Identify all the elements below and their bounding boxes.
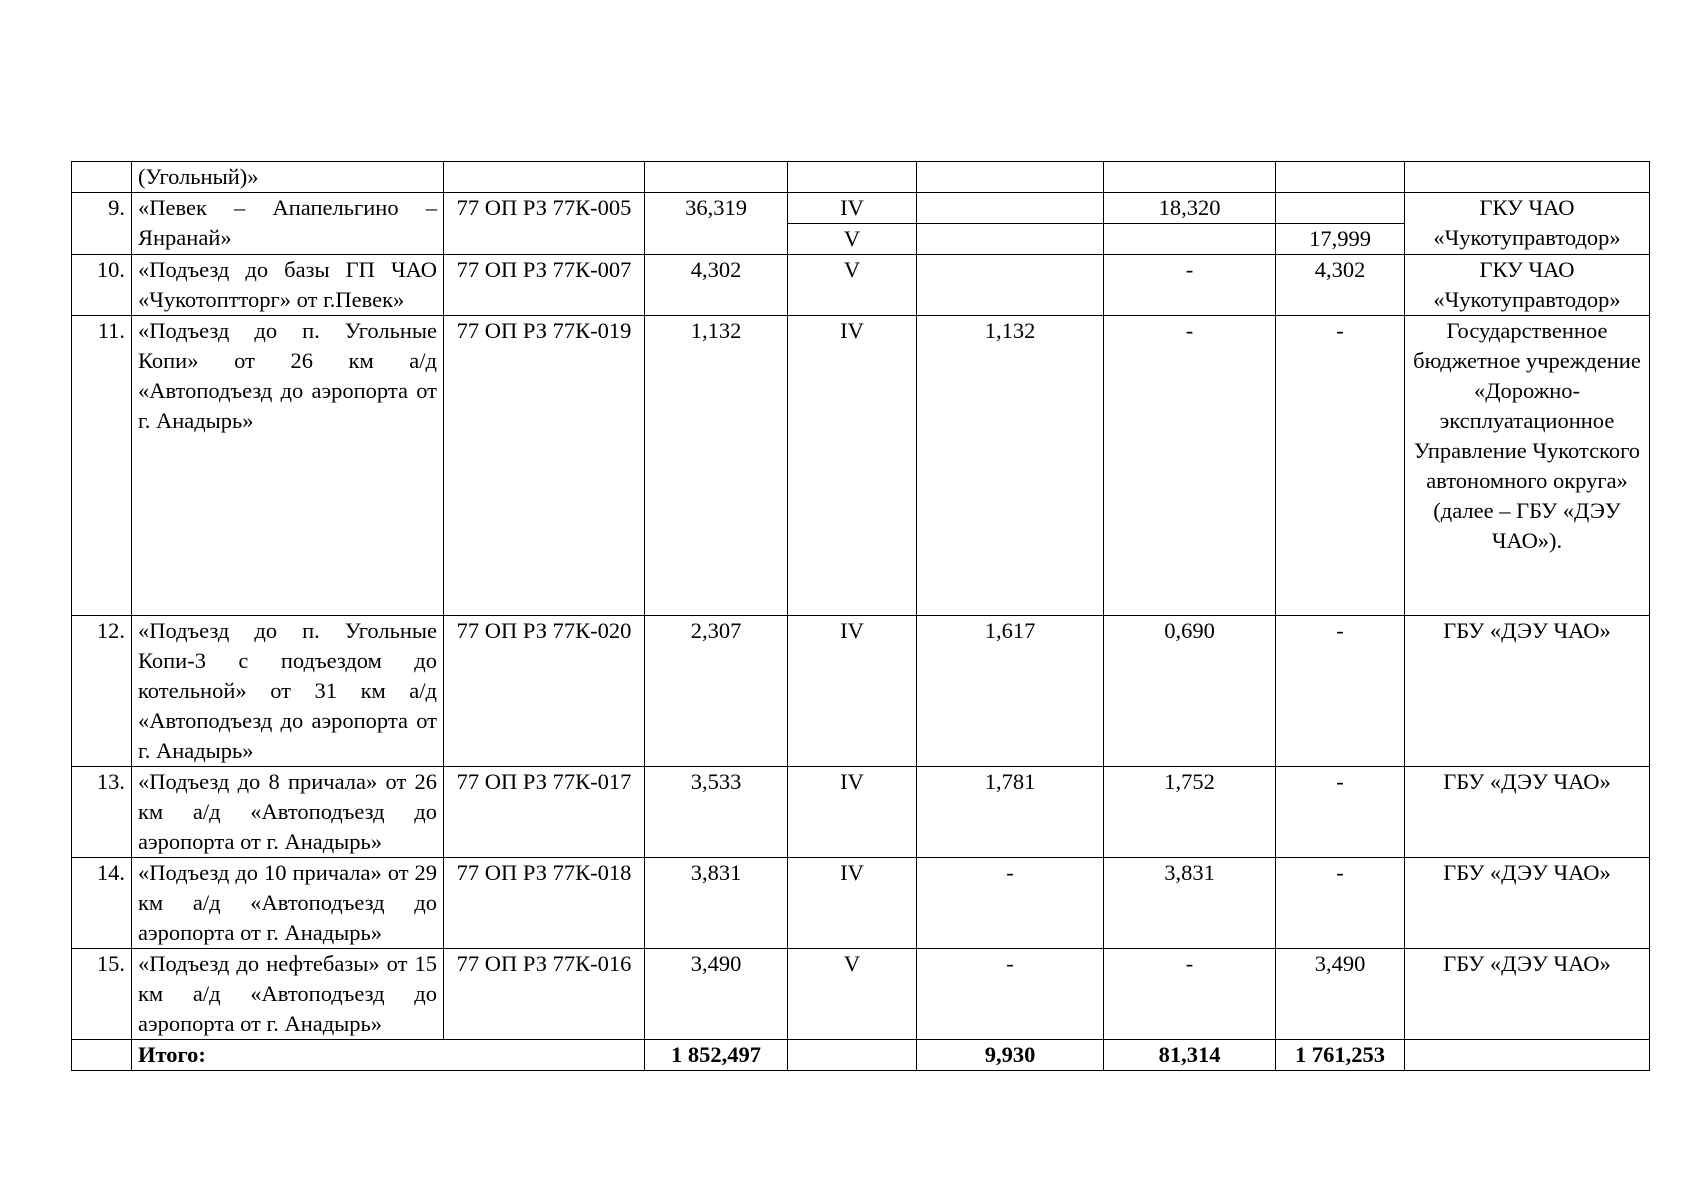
total-row bbox=[72, 1040, 1650, 1071]
total-asphalt: 9,930 bbox=[917, 1040, 1104, 1071]
row-number: 10. bbox=[72, 255, 132, 316]
road-category bbox=[788, 162, 917, 193]
transition-length: - bbox=[1104, 316, 1276, 616]
organization: Государственное бюджетное учреждение «Дорожно-эксплуатационное Управление Чукотского автономного округа» (далее – ГБУ «ДЭУ ЧАО»). bbox=[1405, 316, 1650, 616]
road-length: 36,319 bbox=[645, 193, 788, 255]
transition-length: 1,752 bbox=[1104, 767, 1276, 858]
total-category bbox=[788, 1040, 917, 1071]
roads-table bbox=[71, 161, 1650, 1071]
lower-length: 4,302 bbox=[1276, 255, 1405, 316]
table-row bbox=[72, 858, 1650, 949]
road-length: 2,307 bbox=[645, 616, 788, 767]
lower-length: - bbox=[1276, 316, 1405, 616]
road-name: «Подъезд до 10 причала» от 29 км а/д «Автоподъезд до аэропорта от г. Анадырь» bbox=[132, 858, 444, 949]
road-category: IV bbox=[788, 193, 917, 224]
road-name: «Подъезд до п. Угольные Копи-3 с подъездом до котельной» от 31 км а/д «Автоподъезд до аэропорта от г. Анадырь» bbox=[132, 616, 444, 767]
row-number: 9. bbox=[72, 193, 132, 255]
road-category: IV bbox=[788, 316, 917, 616]
total-label: Итого: bbox=[132, 1040, 645, 1071]
table-row bbox=[72, 949, 1650, 1040]
table-row bbox=[72, 255, 1650, 316]
table-row bbox=[72, 767, 1650, 858]
row-number: 14. bbox=[72, 858, 132, 949]
organization: ГКУ ЧАО «Чукотуправтодор» bbox=[1405, 255, 1650, 316]
transition-length bbox=[1104, 224, 1276, 255]
road-category: IV bbox=[788, 858, 917, 949]
road-category: IV bbox=[788, 616, 917, 767]
asphalt-length: - bbox=[917, 858, 1104, 949]
lower-length bbox=[1276, 162, 1405, 193]
road-name: «Подъезд до 8 причала» от 26 км а/д «Автоподъезд до аэропорта от г. Анадырь» bbox=[132, 767, 444, 858]
road-name: «Певек – Апапельгино – Янранай» bbox=[132, 193, 444, 255]
transition-length: - bbox=[1104, 949, 1276, 1040]
row-number: 15. bbox=[72, 949, 132, 1040]
row-number: 11. bbox=[72, 316, 132, 616]
road-category: V bbox=[788, 949, 917, 1040]
road-length: 3,831 bbox=[645, 858, 788, 949]
transition-length bbox=[1104, 162, 1276, 193]
organization: ГБУ «ДЭУ ЧАО» bbox=[1405, 767, 1650, 858]
table-row bbox=[72, 162, 1650, 193]
row-number: 13. bbox=[72, 767, 132, 858]
organization: ГБУ «ДЭУ ЧАО» bbox=[1405, 858, 1650, 949]
transition-length: 18,320 bbox=[1104, 193, 1276, 224]
road-id: 77 ОП РЗ 77К-005 bbox=[444, 193, 645, 255]
transition-length: 3,831 bbox=[1104, 858, 1276, 949]
organization: ГБУ «ДЭУ ЧАО» bbox=[1405, 616, 1650, 767]
lower-length: 17,999 bbox=[1276, 224, 1405, 255]
total-transition: 81,314 bbox=[1104, 1040, 1276, 1071]
asphalt-length bbox=[917, 162, 1104, 193]
asphalt-length bbox=[917, 193, 1104, 224]
road-length: 1,132 bbox=[645, 316, 788, 616]
organization: ГБУ «ДЭУ ЧАО» bbox=[1405, 949, 1650, 1040]
row-number: 12. bbox=[72, 616, 132, 767]
road-name: «Подъезд до нефтебазы» от 15 км а/д «Автоподъезд до аэропорта от г. Анадырь» bbox=[132, 949, 444, 1040]
asphalt-length: - bbox=[917, 949, 1104, 1040]
lower-length: - bbox=[1276, 767, 1405, 858]
table-row bbox=[72, 616, 1650, 767]
transition-length: 0,690 bbox=[1104, 616, 1276, 767]
road-name: (Угольный)» bbox=[132, 162, 444, 193]
road-category: V bbox=[788, 224, 917, 255]
road-length bbox=[645, 162, 788, 193]
lower-length: 3,490 bbox=[1276, 949, 1405, 1040]
lower-length: - bbox=[1276, 858, 1405, 949]
total-number-cell bbox=[72, 1040, 132, 1071]
organization bbox=[1405, 162, 1650, 193]
road-category: IV bbox=[788, 767, 917, 858]
organization: ГКУ ЧАО «Чукотуправтодор» bbox=[1405, 193, 1650, 255]
road-id bbox=[444, 162, 645, 193]
road-id: 77 ОП РЗ 77К-019 bbox=[444, 316, 645, 616]
transition-length: - bbox=[1104, 255, 1276, 316]
asphalt-length bbox=[917, 224, 1104, 255]
asphalt-length: 1,132 bbox=[917, 316, 1104, 616]
road-id: 77 ОП РЗ 77К-007 bbox=[444, 255, 645, 316]
road-category: V bbox=[788, 255, 917, 316]
table-row bbox=[72, 193, 1650, 224]
road-length: 3,533 bbox=[645, 767, 788, 858]
total-organization bbox=[1405, 1040, 1650, 1071]
road-length: 4,302 bbox=[645, 255, 788, 316]
road-id: 77 ОП РЗ 77К-017 bbox=[444, 767, 645, 858]
road-id: 77 ОП РЗ 77К-018 bbox=[444, 858, 645, 949]
road-name: «Подъезд до базы ГП ЧАО «Чукотоптторг» от г.Певек» bbox=[132, 255, 444, 316]
row-number bbox=[72, 162, 132, 193]
asphalt-length: 1,781 bbox=[917, 767, 1104, 858]
road-id: 77 ОП РЗ 77К-020 bbox=[444, 616, 645, 767]
total-lower: 1 761,253 bbox=[1276, 1040, 1405, 1071]
total-length: 1 852,497 bbox=[645, 1040, 788, 1071]
lower-length bbox=[1276, 193, 1405, 224]
lower-length: - bbox=[1276, 616, 1405, 767]
road-length: 3,490 bbox=[645, 949, 788, 1040]
asphalt-length: 1,617 bbox=[917, 616, 1104, 767]
road-name: «Подъезд до п. Угольные Копи» от 26 км а/д «Автоподъезд до аэропорта от г. Анадырь» bbox=[132, 316, 444, 616]
table-row bbox=[72, 316, 1650, 616]
asphalt-length bbox=[917, 255, 1104, 316]
road-id: 77 ОП РЗ 77К-016 bbox=[444, 949, 645, 1040]
